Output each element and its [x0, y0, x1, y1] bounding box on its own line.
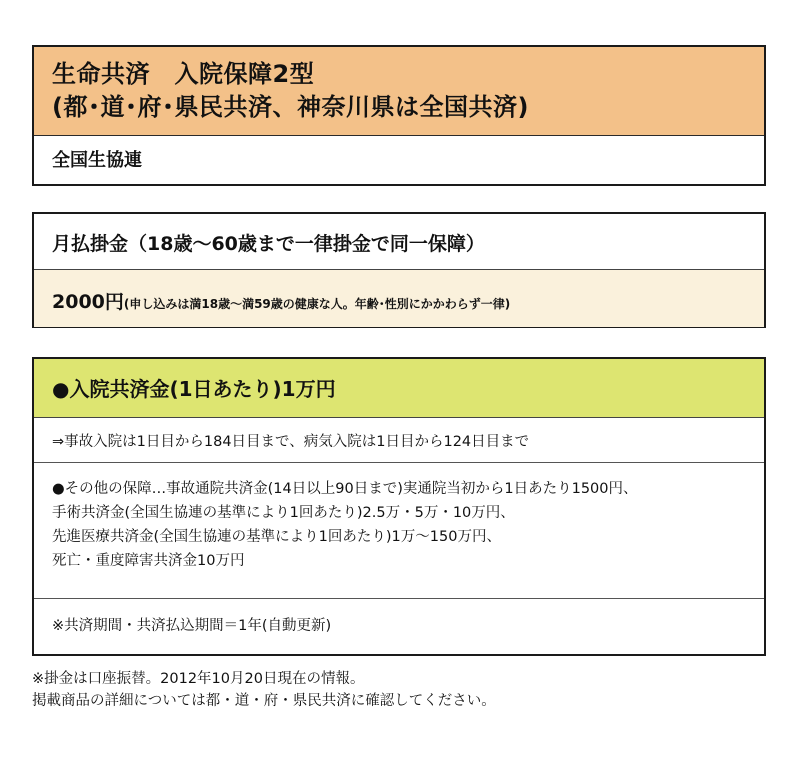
other-benefits-line: 先進医療共済金(全国生協連の基準により1回あたり)1万〜150万円、	[52, 529, 501, 545]
other-benefits-line: 手術共済金(全国生協連の基準により1回あたり)2.5万・5万・10万円、	[52, 505, 515, 521]
benefits-card	[32, 357, 766, 656]
premium-price-row	[34, 270, 764, 327]
hospital-benefit-heading: ●入院共済金(1日あたり)1万円	[34, 359, 764, 418]
other-benefits-line: ●その他の保障…事故通院共済金(14日以上90日まで)実通院当初から1日あたり1500円、	[52, 481, 638, 497]
organization-name: 全国生協連	[52, 150, 142, 171]
premium-note: (申し込みは満18歳〜満59歳の健康な人。年齢･性別にかかわらず一律)	[123, 297, 511, 311]
footnote	[32, 668, 496, 712]
plan-title-line-2: (都･道･府･県民共済、神奈川県は全国共済)	[52, 93, 529, 121]
footnote-line-2: 掲載商品の詳細については都・道・府・県民共済に確認してください。	[32, 693, 496, 709]
premium-amount: 2000円	[52, 291, 124, 313]
plan-title-line-1: 生命共済 入院保障2型	[52, 60, 315, 88]
footnote-line-1: ※掛金は口座振替。2012年10月20日現在の情報。	[32, 671, 365, 687]
premium-card	[32, 212, 766, 328]
plan-title-card	[32, 45, 766, 186]
other-benefits-line: 死亡・重度障害共済金10万円	[52, 553, 245, 569]
other-benefits	[34, 463, 764, 599]
hospitalization-period: ⇒事故入院は1日目から184日目まで、病気入院は1日目から124日目まで	[34, 418, 764, 463]
premium-heading: 月払掛金（18歳〜60歳まで一律掛金で同一保障）	[34, 214, 764, 270]
coverage-term: ※共済期間・共済払込期間＝1年(自動更新)	[52, 618, 332, 634]
plan-title	[34, 47, 764, 136]
